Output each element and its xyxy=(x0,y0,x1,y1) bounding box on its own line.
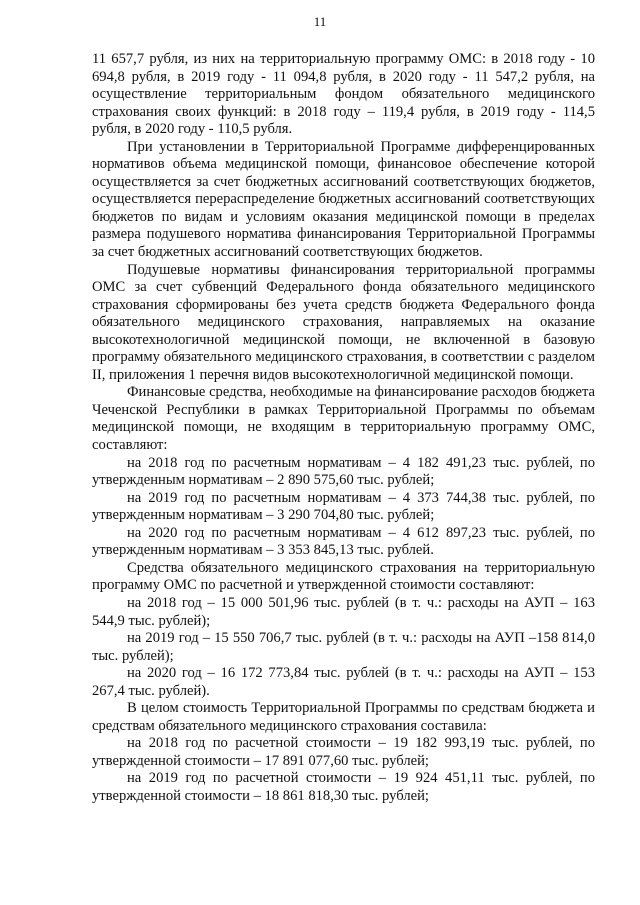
paragraph-2: При установлении в Территориальной Программе дифференцированных нормативов объема медицинской помощи, финансовое обеспечение которой осуществляется за счет бюджетных ассигнований соответствующих бюджетов, осуществляется перераспределение бюджетных ассигнований соответствующих бюджетов по видам и условиям оказания медицинской помощи в пределах размера подушевого норматива финансирования Территориальной Программы за счет бюджетных ассигнований соответствующих бюджетов. xyxy=(92,138,595,261)
paragraph-3: Подушевые нормативы финансирования территориальной программы ОМС за счет субвенций Федерального фонда обязательного медицинского страхования сформированы без учета средств бюджета Федерального фонда обязательного медицинского страхования, направляемых на оказание высокотехнологичной медицинской помощи, не включенной в базовую программу обязательного медицинского страхования, в соответствии с разделом II, приложения 1 перечня видов высокотехнологичной медицинской помощи. xyxy=(92,261,595,383)
page-number: 11 xyxy=(313,14,327,29)
paragraph-5: на 2018 год по расчетным нормативам – 4 182 491,23 тыс. рублей, по утвержденным нормативам – 2 890 575,60 тыс. рублей; xyxy=(92,454,595,489)
paragraph-4: Финансовые средства, необходимые на финансирование расходов бюджета Чеченской Республики в рамках Территориальной Программы по объемам медицинской помощи, не входящим в территориальную программу ОМС, составляют: xyxy=(92,384,595,454)
paragraph-8: Средства обязательного медицинского страхования на территориальную программу ОМС по расчетной и утвержденной стоимости составляют: xyxy=(92,559,595,594)
paragraph-1: 11 657,7 рубля, из них на территориальную программу ОМС: в 2018 году - 10 694,8 рубля, в 2019 году - 11 094,8 рубля, в 2020 году - 11 547,2 рубля, на осуществление территориальным фондом обязательного медицинского страхования своих функций: в 2018 году – 119,4 рубля, в 2019 году - 114,5 рубля, в 2020 году - 110,5 рубля. xyxy=(92,51,595,138)
paragraph-14: на 2019 год по расчетной стоимости – 19 924 451,11 тыс. рублей, по утвержденной стоимости – 18 861 818,30 тыс. рублей; xyxy=(92,770,595,804)
paragraph-11: на 2020 год – 16 172 773,84 тыс. рублей (в т. ч.: расходы на АУП – 153 267,4 тыс. рублей). xyxy=(92,665,595,699)
paragraph-7: на 2020 год по расчетным нормативам – 4 612 897,23 тыс. рублей, по утвержденным нормативам – 3 353 845,13 тыс. рублей. xyxy=(92,524,595,559)
paragraph-6: на 2019 год по расчетным нормативам – 4 373 744,38 тыс. рублей, по утвержденным нормативам – 3 290 704,80 тыс. рублей; xyxy=(92,489,595,524)
paragraph-10: на 2019 год – 15 550 706,7 тыс. рублей (в т. ч.: расходы на АУП –158 814,0 тыс. рублей); xyxy=(92,630,595,664)
paragraph-9: на 2018 год – 15 000 501,96 тыс. рублей (в т. ч.: расходы на АУП – 163 544,9 тыс. рублей); xyxy=(92,594,595,629)
paragraph-12: В целом стоимость Территориальной Программы по средствам бюджета и средствам обязательного медицинского страхования составила: xyxy=(92,700,595,734)
document-body xyxy=(92,51,595,806)
paragraph-13: на 2018 год по расчетной стоимости – 19 182 993,19 тыс. рублей, по утвержденной стоимости – 17 891 077,60 тыс. рублей; xyxy=(92,735,595,769)
